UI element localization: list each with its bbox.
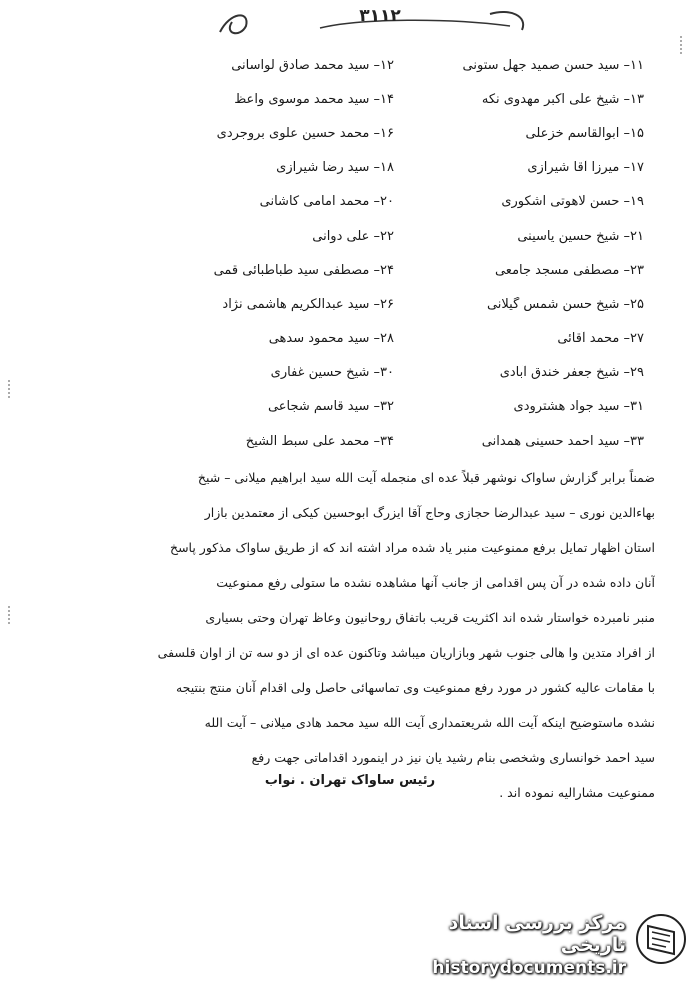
names-row (150, 287, 650, 321)
names-row (150, 390, 650, 424)
name-entry: ۲۲– علی دوانی (312, 228, 394, 244)
margin-mark (680, 36, 696, 54)
name-entry: ۱۳– شیخ علی اکبر مهدوی نکه (481, 91, 644, 107)
name-entry: ۲۸– سید محمود سدهی (268, 331, 394, 347)
name-entry: ۳۲– سید قاسم شجاعی (267, 399, 394, 415)
names-row (150, 151, 650, 185)
name-entry: ۱۱– سید حسن صمید جهل ستونی (462, 57, 644, 73)
names-list (150, 48, 650, 458)
names-row (150, 253, 650, 287)
names-row (150, 219, 650, 253)
signature-line: رئیس ساواک تهران . نواب (264, 773, 436, 788)
name-entry: ۲۶– سید عبدالکریم هاشمی نژاد (222, 296, 394, 312)
name-entry: ۳۳– سید احمد حسینی همدانی (481, 433, 644, 449)
watermark (394, 908, 694, 978)
paragraph-line: ممنوعیت مشارالیه نموده اند . (499, 785, 655, 800)
header-stamp-number: ۳۱۱۲ (359, 6, 401, 26)
watermark-title: مرکز بررسی اسناد تاریخی (448, 912, 626, 956)
names-row (150, 424, 650, 458)
paragraph-line: نشده ماستوضیح اینکه آیت الله شریعتمداری آیت الله سید محمد هادی میلانی – آیت الله (204, 715, 655, 730)
paragraph-line: ضمناً برابر گزارش ساواک نوشهر قبلاً عده ای منجمله آیت الله سید ابراهیم میلانی – شیخ (197, 470, 655, 485)
paragraph-line: سید احمد خوانساری وشخصی بنام رشید یان نیز در اینمورد اقداماتی جهت رفع (251, 750, 655, 765)
name-entry: ۲۷– محمد آقائی (557, 331, 644, 347)
margin-mark (8, 380, 24, 398)
names-row (150, 185, 650, 219)
name-entry: ۱۴– سید محمد موسوی واعظ (234, 91, 394, 107)
name-entry: ۲۴– مصطفی سید طباطبائی قمی (213, 262, 394, 278)
watermark-text (394, 912, 626, 978)
name-entry: ۳۴– محمد علی سبط الشیخ (245, 433, 394, 449)
names-row (150, 356, 650, 390)
name-entry: ۲۳– مصطفی مسجد جامعی (494, 262, 644, 278)
name-entry: ۱۵– ابوالقاسم خزعلی (525, 125, 644, 141)
name-entry: ۲۱– شیخ حسین یاسینی (517, 228, 644, 244)
name-entry: ۲۵– شیخ حسن شمس گیلانی (486, 296, 644, 312)
name-entry: ۱۸– سید رضا شیرازی (276, 160, 394, 176)
name-entry: ۱۲– سید محمد صادق لواسانی (231, 57, 394, 73)
names-row (150, 322, 650, 356)
name-entry: ۲۹– شیخ جعفر خندق آبادی (499, 365, 644, 381)
watermark-url: historydocuments.ir (432, 958, 626, 978)
name-entry: ۱۷– میرزا آقا شیرازی (527, 160, 644, 176)
report-paragraph (150, 460, 655, 810)
margin-mark (8, 606, 24, 624)
name-entry: ۱۶– محمد حسین علوی بروجردی (216, 125, 394, 141)
name-entry: ۱۹– حسن لاهوتی اشکوری (501, 194, 644, 210)
paragraph-line: استان اظهار تمایل برفع ممنوعیت منبر یاد شده مراد اشته اند که از طریق ساواک مذکور پاسخ (170, 540, 655, 555)
name-entry: ۳۱– سید جواد هشترودی (513, 399, 644, 415)
names-row (150, 48, 650, 82)
paragraph-line: با مقامات عالیه کشور در مورد رفع ممنوعیت وی تماسهائی حاصل ولی اقدام آنان منتج بنتیجه (175, 680, 655, 695)
archive-logo-icon (634, 912, 688, 966)
paragraph-line: منبر نامبرده خواستار شده اند اکثریت قریب باتفاق روحانیون وعاظ تهران وحتی بسیاری (205, 610, 655, 625)
name-entry: ۳۰– شیخ حسین غفاری (270, 365, 394, 381)
names-row (150, 116, 650, 150)
name-entry: ۲۰– محمد امامی کاشانی (259, 194, 394, 210)
names-row (150, 82, 650, 116)
paragraph-line: آنان داده شده در آن پس اقدامی از جانب آنها مشاهده نشده ما ستولی رفع ممنوعیت (216, 575, 655, 590)
paragraph-line: از افراد متدین وا هالی جنوب شهر وبازاریان میباشد وتاکنون عده ای از دو سه تن از اوان قلسفی (157, 645, 655, 660)
paragraph-line: بهاءالدین نوری – سید عبدالرضا حجازی وحاج آقا ایزرگ ابوحسین کیکی از معتمدین بازار (204, 505, 655, 520)
